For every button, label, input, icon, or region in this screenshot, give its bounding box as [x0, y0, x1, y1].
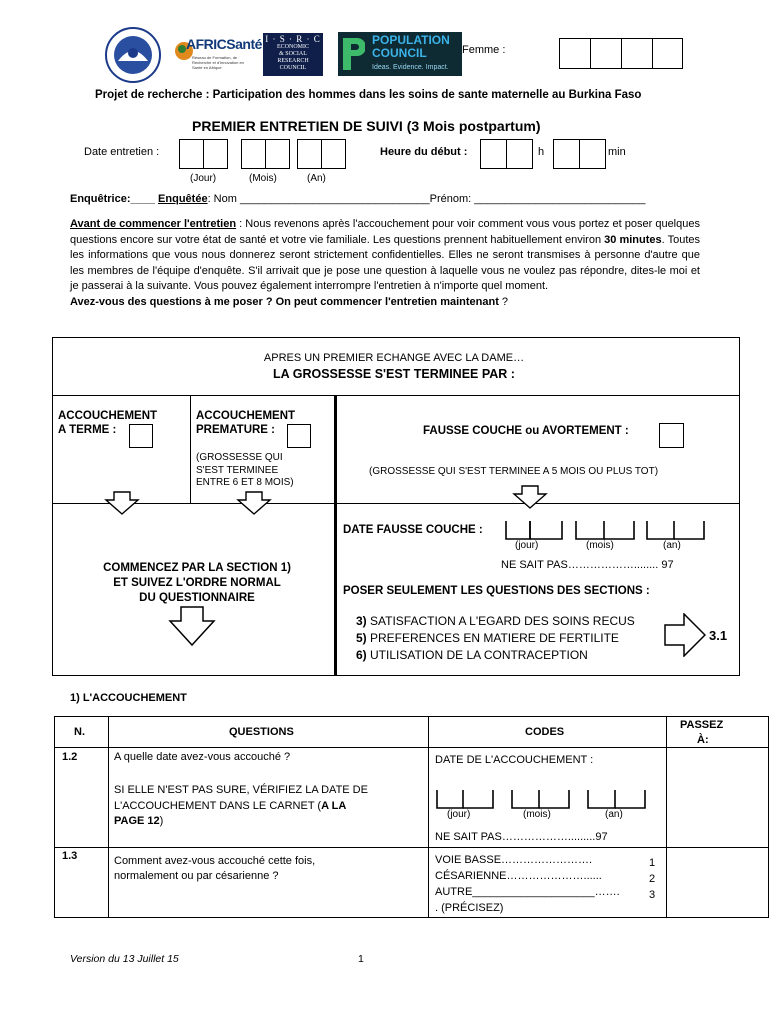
- q12-instruction: SI ELLE N'EST PAS SURE, VÉRIFIEZ LA DATE DE L'ACCOUCHEMENT DANS LE CARNET (A LA PAGE 12): [114, 784, 368, 827]
- col-passez: PASSEZ: [680, 719, 724, 731]
- fausse-mois: (mois): [586, 540, 614, 551]
- seal-logo: [104, 27, 162, 83]
- sections-list: [356, 613, 635, 664]
- population-council-logo: [338, 32, 462, 76]
- commencez-text: [60, 561, 334, 606]
- q13-option[interactable]: VOIE BASSE……………………. 1: [435, 854, 656, 869]
- date-year-box[interactable]: [321, 139, 346, 169]
- isrc-line: RESEARCH: [277, 58, 309, 64]
- section-item: 5) PREFERENCES EN MATIERE DE FERTILITE: [356, 631, 619, 645]
- fausse-checkbox[interactable]: [659, 423, 684, 448]
- arrow-down-icon: [512, 485, 548, 509]
- premature-label-2: PREMATURE :: [196, 424, 276, 436]
- intro-paragraph: [70, 217, 700, 311]
- divider: [334, 395, 337, 676]
- enquetrice-label: Enquêtrice:____: [70, 193, 155, 205]
- intro-text1: : Nous revenons après l'accouchement pour voir comment vous vous portez et poser quelques questions encore sur votre état de santé et votre vie familiale. Les questions prennent habituellement environ: [70, 218, 700, 246]
- femme-box[interactable]: [590, 38, 622, 69]
- divider: [52, 503, 740, 504]
- premature-note-line: S'EST TERMINEE: [196, 464, 279, 476]
- fausse-jour: (jour): [515, 540, 539, 551]
- q12-mois: (mois): [523, 809, 551, 820]
- footer-version: Version du 13 Juillet 15: [70, 953, 179, 965]
- terme-label-2: A TERME :: [58, 424, 117, 436]
- commencez-line: DU QUESTIONNAIRE: [139, 592, 255, 604]
- q12-code-label: DATE DE L'ACCOUCHEMENT :: [435, 754, 594, 766]
- premature-note: [196, 452, 294, 490]
- africsante-name: AFRICSanté: [186, 36, 262, 52]
- goto-3-1: 3.1: [709, 628, 728, 643]
- fausse-label: FAUSSE COUCHE ou AVORTEMENT :: [423, 425, 629, 437]
- col-n: N.: [74, 726, 85, 738]
- date-fausse-label: DATE FAUSSE COUCHE :: [343, 524, 483, 536]
- intro-question: Avez-vous des questions à me poser ? On peut commencer l'entretien maintenant: [70, 295, 499, 308]
- isrc-initials: I · S · R · C: [265, 34, 321, 44]
- col-passez-a: À:: [697, 734, 709, 746]
- min-label: min: [608, 146, 626, 158]
- arrow-right-icon: [664, 613, 706, 657]
- commencez-line: COMMENCEZ PAR LA SECTION 1): [103, 562, 291, 574]
- arrow-down-icon: [104, 491, 140, 515]
- femme-box[interactable]: [621, 38, 653, 69]
- minute-box[interactable]: [553, 139, 580, 169]
- africsante-logo: [172, 33, 262, 73]
- section1-title: 1) L'ACCOUCHEMENT: [70, 692, 187, 704]
- mois-caption: (Mois): [249, 173, 277, 184]
- q13-number: 1.3: [62, 850, 78, 862]
- fausse-an: (an): [663, 540, 681, 551]
- section-item: 6) UTILISATION DE LA CONTRACEPTION: [356, 648, 588, 662]
- isrc-logo: [263, 33, 323, 76]
- intro-lead: Avant de commencer l'entretien: [70, 218, 237, 230]
- premature-note-line: (GROSSESSE QUI: [196, 452, 283, 463]
- heure-label: Heure du début :: [380, 146, 468, 158]
- col-questions: QUESTIONS: [229, 726, 294, 738]
- q13-option[interactable]: CÉSARIENNE…………………...... 2: [435, 870, 656, 885]
- popcouncil-line2: COUNCIL: [372, 46, 427, 60]
- intro-question-end: ?: [498, 295, 509, 308]
- date-year-box[interactable]: [297, 139, 322, 169]
- date-month-box[interactable]: [265, 139, 290, 169]
- q12-jour: (jour): [447, 809, 471, 820]
- main-title: PREMIER ENTRETIEN DE SUIVI (3 Mois postpartum): [192, 118, 541, 134]
- divider: [52, 395, 740, 396]
- date-month-box[interactable]: [241, 139, 266, 169]
- minute-box[interactable]: [579, 139, 606, 169]
- q12-an: (an): [605, 809, 623, 820]
- isrc-line: ECONOMIC: [276, 44, 309, 50]
- q13-option[interactable]: AUTRE____________________……. 3: [435, 886, 656, 901]
- project-title: Projet de recherche : Participation des hommes dans les soins de sante maternelle au Burkina Faso: [95, 89, 642, 101]
- q13-options: [435, 852, 660, 916]
- femme-box[interactable]: [559, 38, 591, 69]
- fausse-nsp: NE SAIT PAS………………........ 97: [501, 559, 674, 571]
- terme-checkbox[interactable]: [129, 424, 153, 448]
- fausse-date-brackets[interactable]: [504, 519, 708, 541]
- flow-top-line1: APRES UN PREMIER ECHANGE AVEC LA DAME…: [263, 352, 525, 364]
- q12-question: A quelle date avez-vous accouché ?: [114, 751, 291, 763]
- q12-nsp: NE SAIT PAS……………….........97: [435, 831, 608, 843]
- an-caption: (An): [307, 173, 326, 184]
- jour-caption: (Jour): [190, 173, 217, 184]
- enquetee-label: Enquêtée: [158, 193, 208, 205]
- intro-30min: 30 minutes: [604, 233, 662, 246]
- q13-precisez: . (PRÉCISEZ): [435, 902, 504, 914]
- h-label: h: [538, 146, 545, 158]
- hour-box[interactable]: [480, 139, 507, 169]
- big-arrow-down-icon: [168, 606, 216, 646]
- africsante-tagline: Réseau de Formation, de Recherche et d'Innovation en Santé en Afrique: [192, 55, 244, 70]
- footer-page-number: 1: [358, 953, 364, 965]
- date-day-box[interactable]: [179, 139, 204, 169]
- popcouncil-tagline: Ideas. Evidence. Impact.: [372, 64, 449, 71]
- hour-box[interactable]: [506, 139, 533, 169]
- divider: [190, 395, 191, 503]
- arrow-down-icon: [236, 491, 272, 515]
- premature-note-line: ENTRE 6 ET 8 MOIS): [196, 477, 294, 488]
- femme-box[interactable]: [652, 38, 683, 69]
- fausse-note: (GROSSESSE QUI S'EST TERMINEE A 5 MOIS OU PLUS TOT): [369, 466, 659, 477]
- isrc-line: & SOCIAL: [279, 51, 307, 57]
- q12-date-brackets[interactable]: [435, 788, 647, 810]
- flow-top-line2: LA GROSSESSE S'EST TERMINEE PAR :: [273, 367, 515, 381]
- intro-text2: . Toutes les informations que vous nous donnerez seront strictement confidentielles. Elles ne seront transmises à personne d'autre que les membres de l'équipe d'enquête. S'il arrivait que je pose une question à laquelle vous ne voulez pas répondre, dites-le moi et je passerai à la suivante. Vous pouvez également interrompre l'entretien à n'importe quel moment.: [70, 233, 700, 293]
- isrc-line: COUNCIL: [279, 65, 307, 71]
- date-entretien-label: Date entretien :: [84, 146, 160, 158]
- terme-label-1: ACCOUCHEMENT: [58, 410, 158, 422]
- date-day-box[interactable]: [203, 139, 228, 169]
- commencez-line: ET SUIVEZ L'ORDRE NORMAL: [113, 577, 281, 589]
- popcouncil-line1: POPULATION: [372, 33, 450, 47]
- femme-label: Femme :: [462, 44, 506, 56]
- q12-number: 1.2: [62, 751, 78, 763]
- poser-seulement: POSER SEULEMENT LES QUESTIONS DES SECTIONS :: [343, 585, 650, 597]
- q13-question: Comment avez-vous accouché cette fois, normalement ou par césarienne ?: [114, 855, 316, 882]
- premature-label-1: ACCOUCHEMENT: [196, 410, 296, 422]
- section-item: 3) SATISFACTION A L'EGARD DES SOINS RECUS: [356, 614, 635, 628]
- col-codes: CODES: [525, 726, 565, 738]
- premature-checkbox[interactable]: [287, 424, 311, 448]
- nom-prenom-line[interactable]: : Nom _______________________________Prénom: ____________________________: [207, 193, 646, 205]
